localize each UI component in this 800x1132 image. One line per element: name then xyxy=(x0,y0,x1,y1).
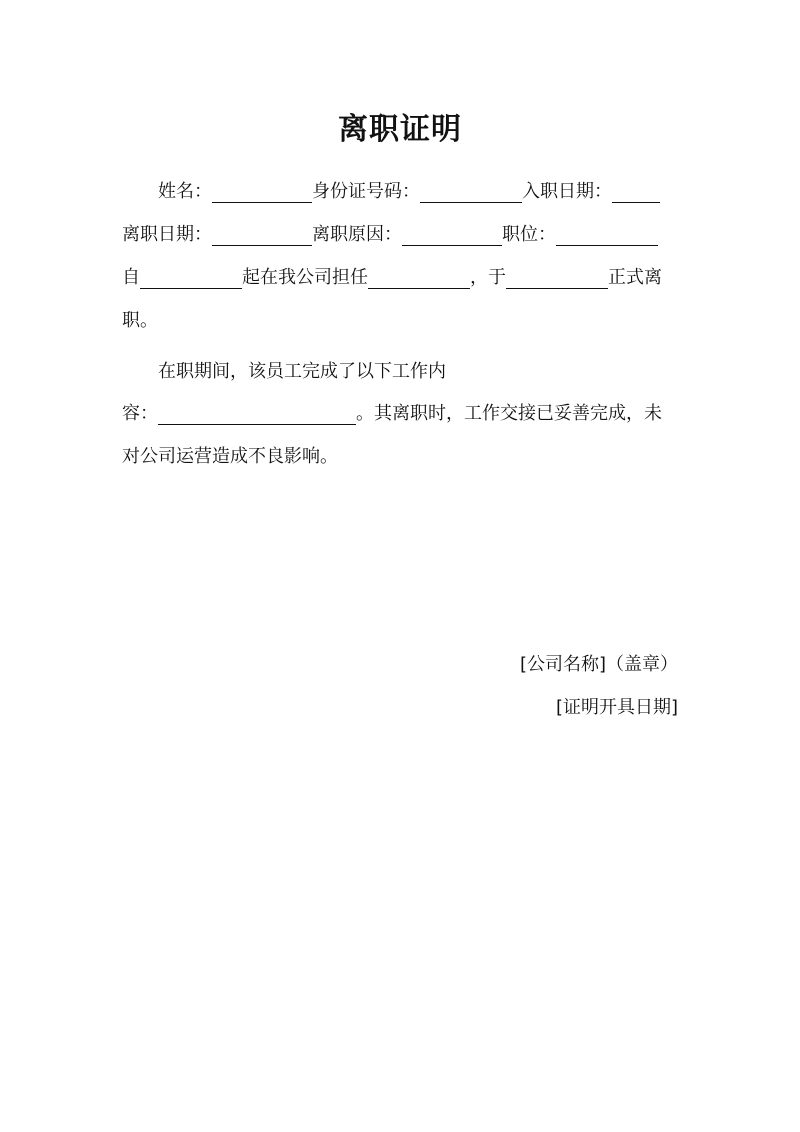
name-blank xyxy=(212,182,312,203)
leave-reason-blank xyxy=(402,225,502,246)
document-title: 离职证明 xyxy=(338,112,462,147)
id-number-label: 身份证号码： xyxy=(312,181,420,202)
line-work-content xyxy=(122,400,662,428)
line-personal-info xyxy=(158,178,660,206)
start-date-blank xyxy=(140,268,242,289)
line-leave-info xyxy=(122,221,658,249)
employment-text: 起在我公司担任 xyxy=(242,267,368,288)
until-text: ，于 xyxy=(470,267,506,288)
leave-date-label: 离职日期： xyxy=(122,224,212,245)
position-label: 职位： xyxy=(502,224,556,245)
id-number-blank xyxy=(420,182,522,203)
content-label: 容： xyxy=(122,403,158,424)
line-resign-end: 职。 xyxy=(122,310,158,331)
leave-date-blank xyxy=(212,225,312,246)
name-label: 姓名： xyxy=(158,181,212,202)
from-text: 自 xyxy=(122,267,140,288)
join-date-blank xyxy=(612,182,660,203)
line-employment-period xyxy=(122,264,662,292)
resign-text: 正式离 xyxy=(608,267,662,288)
end-date-blank xyxy=(506,268,608,289)
leave-reason-label: 离职原因： xyxy=(312,224,402,245)
handover-text: 。其离职时，工作交接已妥善完成，未 xyxy=(356,403,662,424)
work-content-blank xyxy=(158,404,356,425)
line-work-summary: 在职期间，该员工完成了以下工作内 xyxy=(158,361,446,382)
position-blank xyxy=(556,225,658,246)
line-impact: 对公司运营造成不良影响。 xyxy=(122,446,338,467)
job-title-blank xyxy=(368,268,470,289)
company-name-seal: [公司名称]（盖章） xyxy=(519,654,678,675)
join-date-label: 入职日期： xyxy=(522,181,612,202)
issue-date: [证明开具日期] xyxy=(555,697,678,718)
